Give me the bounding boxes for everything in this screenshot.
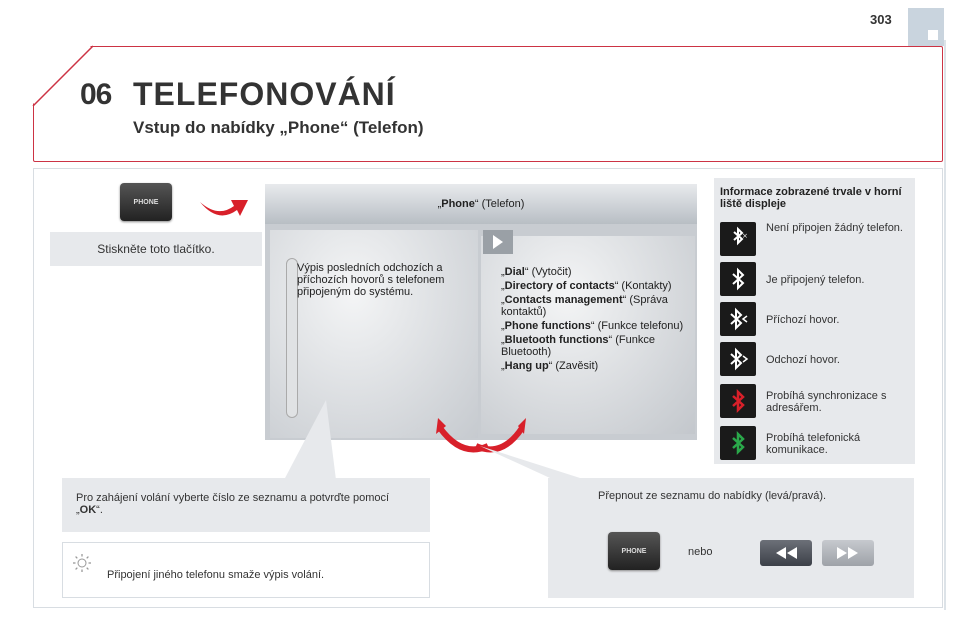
screen-title: „Phone“ (Telefon) — [437, 198, 525, 210]
call-list-description: Výpis posledních odchozích a příchozích hovorů s telefonem připojeným do systému. — [297, 262, 445, 298]
phone-button[interactable] — [120, 183, 172, 221]
corner-tab — [908, 8, 944, 46]
page-number: 303 — [870, 12, 892, 27]
tip-text: Připojení jiného telefonu smaže výpis volání. — [107, 569, 325, 581]
status-text: Odchozí hovor. — [766, 354, 840, 366]
start-call-instruction: Pro zahájení volání vyberte číslo ze seznamu a potvrďte pomocí „OK“. — [76, 492, 390, 516]
page-title: TELEFONOVÁNÍ — [133, 76, 396, 112]
start-call-box — [62, 478, 430, 532]
bluetooth-outgoing-icon — [720, 342, 756, 376]
panel-switch-arrow-icon[interactable] — [483, 230, 513, 254]
chapter-number: 06 — [80, 78, 112, 111]
press-instruction: Stiskněte toto tlačítko. — [97, 242, 215, 256]
status-text: Je připojený telefon. — [766, 274, 865, 286]
lightbulb-icon — [71, 553, 93, 575]
status-text: Příchozí hovor. — [766, 314, 840, 326]
menu-item-phone-functions[interactable]: „Phone functions“ (Funkce telefonu) — [501, 320, 684, 332]
status-info-box — [714, 178, 915, 464]
status-text: Není připojen žádný telefon. — [766, 222, 903, 234]
menu-item-bluetooth-functions[interactable]: „Bluetooth functions“ (Funkce Bluetooth) — [501, 334, 656, 358]
status-text: Probíhá synchronizace s adresářem. — [766, 390, 887, 414]
phone-button-label: PHONE — [133, 198, 159, 206]
phone-button[interactable]: PHONE — [608, 532, 660, 570]
bluetooth-disconnected-icon — [720, 222, 756, 256]
switch-instruction: Přepnout ze seznamu do nabídky (levá/pravá). — [598, 490, 827, 502]
previous-button[interactable] — [760, 540, 812, 566]
status-info-title: Informace zobrazené trvale v horní liště displeje — [720, 186, 902, 210]
menu-item-dial[interactable]: „Dial“ (Vytočit) — [501, 266, 572, 278]
callout-pointer — [280, 400, 340, 482]
svg-text:×: × — [742, 232, 748, 240]
switch-box — [548, 478, 914, 598]
phone-menu — [501, 266, 691, 374]
page-subtitle: Vstup do nabídky „Phone“ (Telefon) — [133, 118, 424, 137]
tip-box — [62, 542, 430, 598]
bluetooth-incoming-icon — [720, 302, 756, 336]
bluetooth-connected-icon — [720, 262, 756, 296]
or-label: nebo — [688, 546, 713, 558]
status-text: Probíhá telefonická komunikace. — [766, 432, 861, 456]
next-button[interactable] — [822, 540, 874, 566]
rewind-icon — [773, 546, 799, 560]
menu-item-hang-up[interactable]: „Hang up“ (Zavěsit) — [501, 360, 599, 372]
menu-item-directory[interactable]: „Directory of contacts“ (Kontakty) — [501, 280, 672, 292]
red-arrow-icon — [198, 192, 250, 222]
menu-item-contacts-management[interactable]: „Contacts management“ (Správa kontaktů) — [501, 294, 668, 318]
fast-forward-icon — [835, 546, 861, 560]
bluetooth-sync-icon — [720, 384, 756, 418]
bluetooth-call-icon — [720, 426, 756, 460]
side-rule — [944, 40, 946, 610]
